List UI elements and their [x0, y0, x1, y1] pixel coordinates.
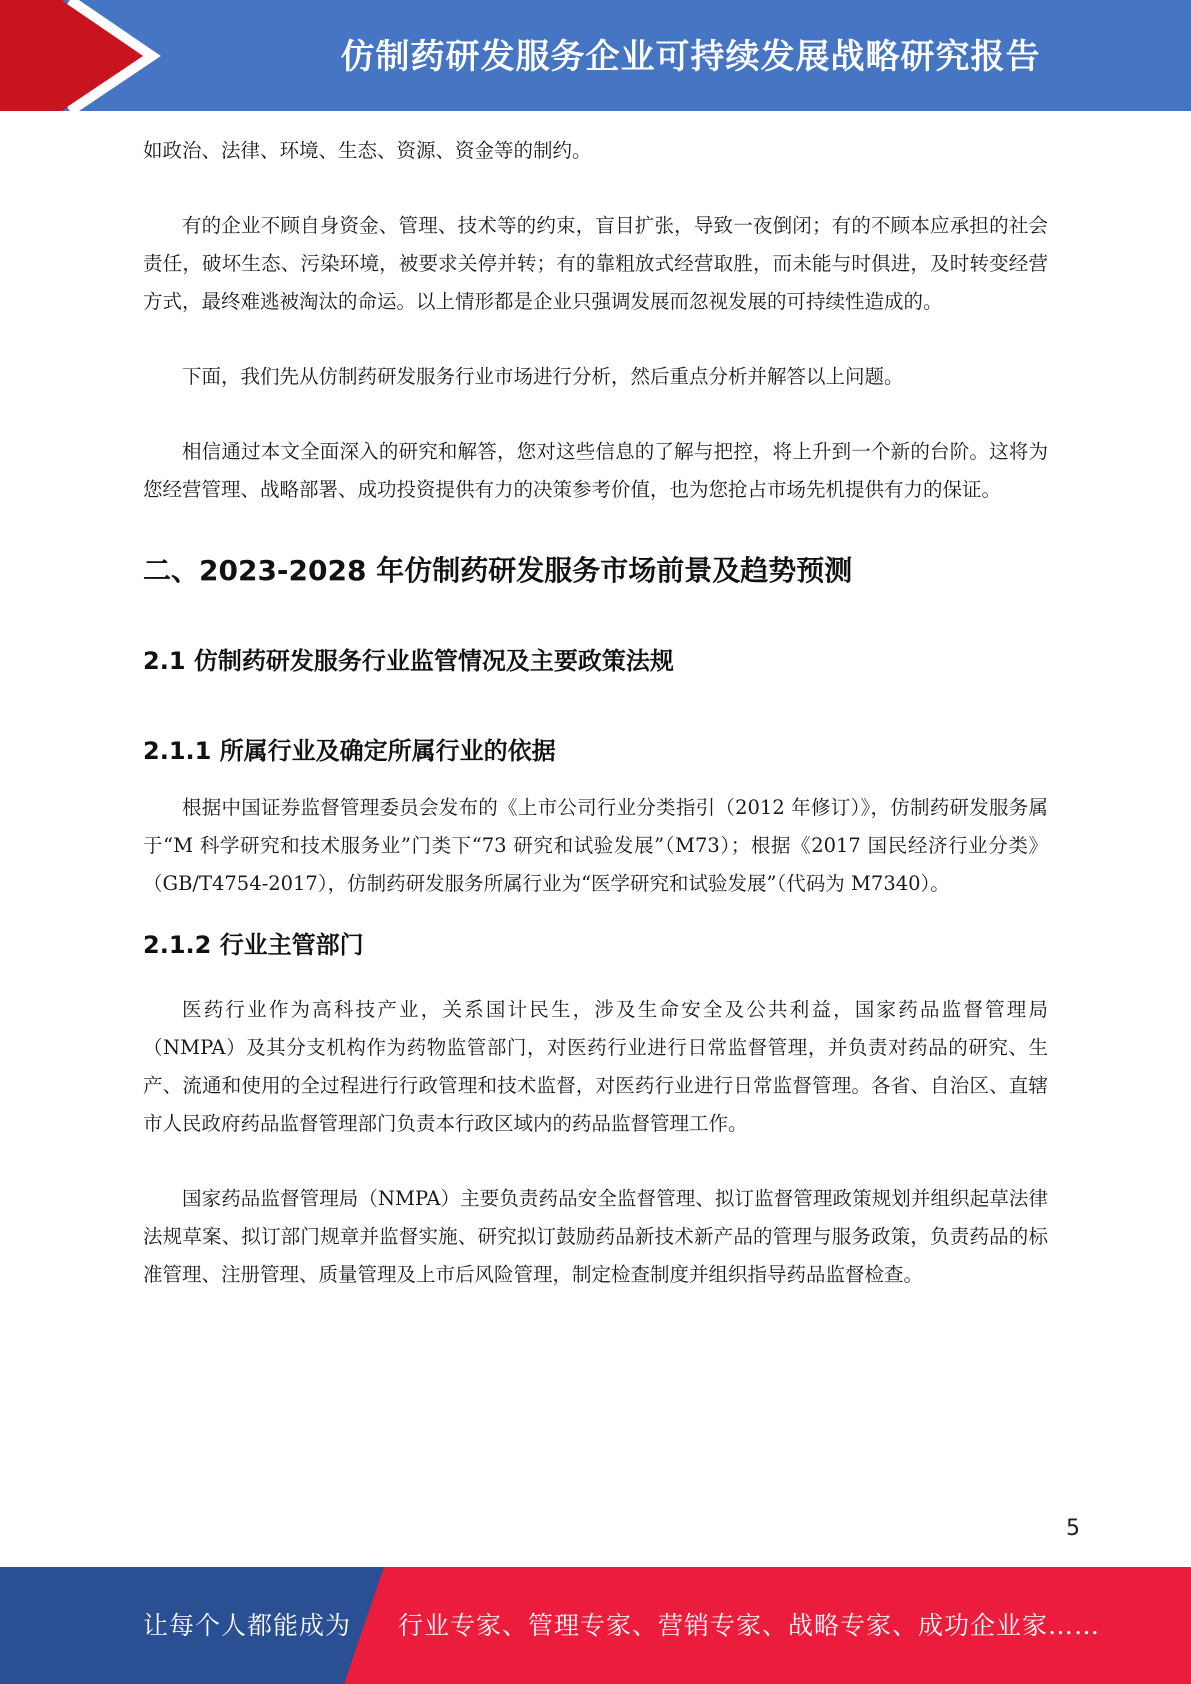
paragraph-value: 相信通过本文全面深入的研究和解答，您对这些信息的了解与把控，将上升到一个新的台阶。这将为您经营管理、战略部署、成功投资提供有力的决策参考价值，也为您抢占市场先机提供有力的保证。 [143, 440, 1048, 501]
section-heading-2: 二、2023-2028 年仿制药研发服务市场前景及趋势预测 [143, 554, 853, 587]
footer-slogan-left: 让每个人都能成为 [143, 1611, 352, 1640]
page-header [0, 0, 1191, 111]
paragraph-nmpa-duties: 国家药品监督管理局（NMPA）主要负责药品安全监督管理、拟订监督管理政策规划并组织起草法律法规草案、拟订部门规章并监督实施、研究拟订鼓励药品新技术新产品的管理与服务政策，负责药品的标准管理、注册管理、质量管理及上市后风险管理，制定检查制度并组织指导药品监督检查。 [143, 1187, 1048, 1286]
paragraph-analysis-intro: 下面，我们先从仿制药研发服务行业市场进行分析，然后重点分析并解答以上问题。 [182, 365, 904, 388]
subsection-heading-2-1-2: 2.1.2 行业主管部门 [143, 931, 364, 959]
subsection-heading-2-1: 2.1 仿制药研发服务行业监管情况及主要政策法规 [143, 647, 674, 675]
page-content [143, 132, 1048, 1294]
footer-slogan-right: 行业专家、管理专家、营销专家、战略专家、成功企业家…… [398, 1611, 1101, 1640]
report-title: 仿制药研发服务企业可持续发展战略研究报告 [340, 36, 1041, 77]
paragraph-constraints: 如政治、法律、环境、生态、资源、资金等的制约。 [143, 139, 592, 162]
subsection-heading-2-1-1: 2.1.1 所属行业及确定所属行业的依据 [143, 737, 556, 765]
paragraph-failure-cases: 有的企业不顾自身资金、管理、技术等的约束，盲目扩张，导致一夜倒闭；有的不顾本应承担的社会责任，破坏生态、污染环境，被要求关停并转；有的靠粗放式经营取胜，而未能与时俱进，及时转变经营方式，最终难逃被淘汰的命运。以上情形都是企业只强调发展而忽视发展的可持续性造成的。 [143, 214, 1048, 313]
page-footer [0, 1567, 1191, 1684]
paragraph-industry-classification: 根据中国证券监督管理委员会发布的《上市公司行业分类指引（2012 年修订）》，仿制药研发服务属于“M 科学研究和技术服务业”门类下“73 研究和试验发展”（M73）；根据《2017 国民经济行业分类》（GB/T4754-2017），仿制药研发服务所属行业为“医学研究和试验发展”（代码为 M7340）。 [143, 796, 1048, 895]
page-number: 5 [1066, 1516, 1080, 1541]
paragraph-regulator-overview: 医药行业作为高科技产业，关系国计民生，涉及生命安全及公共利益，国家药品监督管理局（NMPA）及其分支机构作为药物监管部门，对医药行业进行日常监督管理，并负责对药品的研究、生产、流通和使用的全过程进行行政管理和技术监督，对医药行业进行日常监督管理。各省、自治区、直辖市人民政府药品监督管理部门负责本行政区域内的药品监督管理工作。 [143, 998, 1048, 1135]
